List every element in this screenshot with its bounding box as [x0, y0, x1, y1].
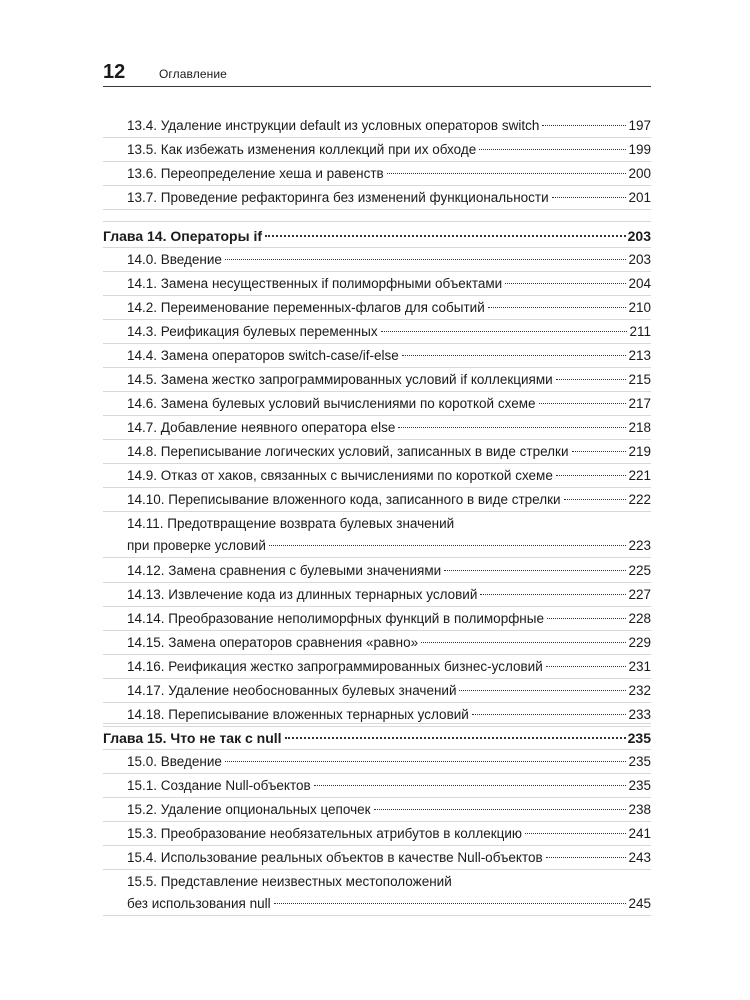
toc-row — [103, 608, 651, 631]
toc-page-number: 199 — [628, 142, 651, 157]
dot-leader — [546, 857, 627, 858]
toc-entry-title: 14.6. Замена булевых условий вычислениями по короткой схеме — [127, 396, 536, 411]
toc-entry-title: при проверке условий — [127, 538, 266, 553]
dot-leader — [421, 642, 626, 643]
toc-entry-title: 14.13. Извлечение кода из длинных тернарных условий — [127, 587, 478, 602]
toc-row — [103, 297, 651, 320]
toc-page-number: 241 — [628, 826, 651, 841]
toc-page-number: 243 — [628, 850, 651, 865]
dot-leader — [552, 197, 627, 198]
running-title: Оглавление — [159, 67, 227, 81]
toc-page-number: 223 — [628, 538, 651, 553]
toc-row — [103, 369, 651, 392]
toc-row — [103, 163, 651, 186]
dot-leader — [387, 173, 627, 174]
toc-page-number: 245 — [628, 896, 651, 911]
dot-leader — [285, 737, 626, 739]
toc-entry-title: 15.0. Введение — [127, 754, 222, 769]
toc-page-number: 227 — [628, 587, 651, 602]
dot-leader — [572, 451, 627, 452]
dot-leader — [265, 235, 626, 237]
toc-row — [103, 489, 651, 512]
dot-leader — [314, 785, 627, 786]
dot-leader — [402, 355, 627, 356]
toc-page-number: 238 — [628, 802, 651, 817]
toc-row — [103, 535, 651, 558]
toc-page-number: 215 — [628, 372, 651, 387]
toc-row — [103, 273, 651, 296]
toc-entry-title: 14.7. Добавление неявного оператора else — [127, 420, 396, 435]
dot-leader — [556, 379, 627, 380]
toc-row — [103, 249, 651, 272]
toc-row — [103, 632, 651, 655]
toc-entry-title: 14.9. Отказ от хаков, связанных с вычислениями по короткой схеме — [127, 468, 553, 483]
toc-entry-title: 14.4. Замена операторов switch-case/if-else — [127, 348, 399, 363]
dot-leader — [556, 475, 627, 476]
toc-page-number: 211 — [629, 324, 651, 339]
toc-row — [103, 680, 651, 703]
toc-entry-title: 14.17. Удаление необоснованных булевых значений — [127, 683, 457, 698]
toc-entry-title: 15.1. Создание Null-объектов — [127, 778, 311, 793]
toc-page-number: 200 — [628, 166, 651, 181]
toc-page-number: 213 — [628, 348, 651, 363]
toc-entry-title: 13.6. Переопределение хеша и равенств — [127, 166, 384, 181]
toc-row — [103, 187, 651, 210]
toc-row — [103, 345, 651, 368]
toc-page-number: 197 — [628, 118, 651, 133]
toc-row — [103, 560, 651, 583]
toc-row — [103, 775, 651, 798]
dot-leader — [539, 403, 627, 404]
toc-page-number: 210 — [628, 300, 651, 315]
toc-entry-title: 14.14. Преобразование неполиморфных функций в полиморфные — [127, 611, 544, 626]
toc-page-number: 217 — [628, 396, 651, 411]
toc-page-number: 219 — [628, 444, 651, 459]
toc-entry-title: 14.1. Замена несущественных if полиморфными объектами — [127, 276, 503, 291]
toc-row — [103, 893, 651, 916]
toc-entry-title: 14.8. Переписывание логических условий, записанных в виде стрелки — [127, 444, 569, 459]
toc-entry-title: 14.3. Реификация булевых переменных — [127, 324, 378, 339]
dot-leader — [488, 307, 627, 308]
toc-row — [103, 751, 651, 774]
toc-page-number: 231 — [628, 659, 651, 674]
toc-entry-title: 14.5. Замена жестко запрограммированных условий if коллекциями — [127, 372, 553, 387]
toc-entry-title: 14.10. Переписывание вложенного кода, записанного в виде стрелки — [127, 492, 561, 507]
toc-entry-title: 14.0. Введение — [127, 252, 222, 267]
toc-row — [103, 139, 651, 162]
toc-entry-title: 14.18. Переписывание вложенных тернарных условий — [127, 707, 469, 722]
toc-row — [103, 727, 651, 750]
dot-leader — [374, 809, 627, 810]
toc-entry-title: 13.4. Удаление инструкции default из условных операторов switch — [127, 118, 540, 133]
dot-leader — [381, 331, 628, 332]
toc-page-number: 204 — [628, 276, 651, 291]
toc-entry-title: 14.2. Переименование переменных-флагов для событий — [127, 300, 485, 315]
toc-entry-title-line1: 14.11. Предотвращение возврата булевых значений — [127, 516, 455, 531]
toc-page-number: 229 — [628, 635, 651, 650]
dot-leader — [444, 570, 626, 571]
toc-row — [103, 465, 651, 488]
toc-entry-title: 15.2. Удаление опциональных цепочек — [127, 802, 371, 817]
toc-entry-title: Глава 14. Операторы if — [103, 228, 263, 244]
toc-page-number: 203 — [627, 228, 651, 244]
toc-page-number: 225 — [628, 563, 651, 578]
dot-leader — [547, 618, 626, 619]
dot-leader — [525, 833, 626, 834]
toc-page-number: 228 — [628, 611, 651, 626]
dot-leader — [269, 545, 627, 546]
toc-entry-title: 14.16. Реификация жестко запрограммированных бизнес-условий — [127, 659, 543, 674]
dot-leader — [546, 666, 627, 667]
dot-leader — [274, 903, 627, 904]
toc-page-number: 232 — [628, 683, 651, 698]
toc-entry-title: 13.5. Как избежать изменения коллекций при их обходе — [127, 142, 477, 157]
toc-entry-title: 15.4. Использование реальных объектов в качестве Null-объектов — [127, 850, 543, 865]
toc-row — [103, 321, 651, 344]
toc-row — [103, 656, 651, 679]
page-number: 12 — [103, 61, 126, 83]
toc-page-number: 235 — [628, 754, 651, 769]
toc-entry-title: 14.15. Замена операторов сравнения «равно» — [127, 635, 419, 650]
dot-leader — [479, 149, 626, 150]
toc-page-number: 233 — [628, 707, 651, 722]
toc-row — [103, 417, 651, 440]
toc-page-number: 201 — [628, 190, 651, 205]
toc-entry-title: 14.12. Замена сравнения с булевыми значениями — [127, 563, 442, 578]
toc-row — [103, 823, 651, 846]
toc-row — [103, 225, 651, 248]
dot-leader — [480, 594, 626, 595]
toc-page-number: 235 — [628, 778, 651, 793]
toc-entry-title: 13.7. Проведение рефакторинга без изменений функциональности — [127, 190, 549, 205]
dot-leader — [225, 259, 627, 260]
toc-row — [103, 441, 651, 464]
toc-page-number: 218 — [628, 420, 651, 435]
toc-row — [103, 847, 651, 870]
toc-page-number: 222 — [628, 492, 651, 507]
toc-page-number: 221 — [628, 468, 651, 483]
toc-row — [103, 584, 651, 607]
chapter-divider — [103, 221, 651, 222]
toc-row — [103, 115, 651, 138]
dot-leader — [505, 283, 626, 284]
toc-page-number: 203 — [628, 252, 651, 267]
dot-leader — [225, 761, 627, 762]
toc-row — [103, 393, 651, 416]
toc-page-number: 235 — [627, 730, 651, 746]
dot-leader — [564, 499, 627, 500]
toc-entry-title: 15.3. Преобразование необязательных атрибутов в коллекцию — [127, 826, 523, 841]
toc-entry-title: Глава 15. Что не так с null — [103, 730, 282, 746]
dot-leader — [459, 690, 626, 691]
dot-leader — [398, 427, 626, 428]
chapter-divider — [103, 723, 651, 724]
page-header — [103, 60, 651, 87]
toc-entry-title: без использования null — [127, 896, 271, 911]
dot-leader — [542, 125, 626, 126]
toc-row — [103, 799, 651, 822]
dot-leader — [472, 714, 627, 715]
toc-entry-title-line1: 15.5. Представление неизвестных местоположений — [127, 874, 452, 889]
